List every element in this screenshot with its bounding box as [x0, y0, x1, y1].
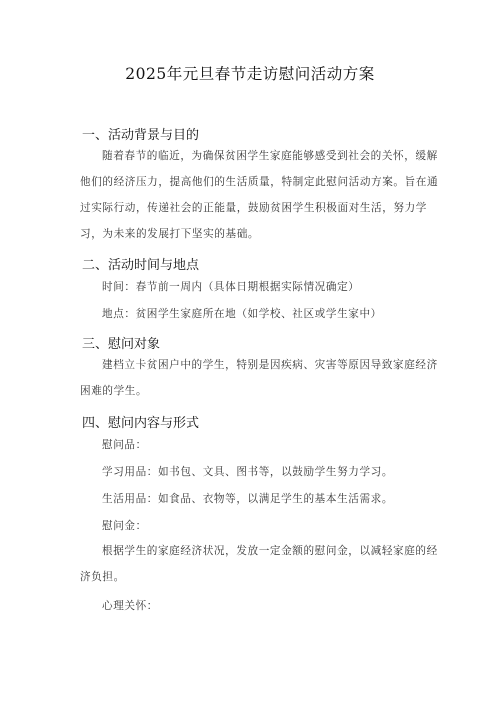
section-body-targets: 建档立卡贫困户中的学生，特别是因疾病、灾害等原因导致家庭经济困难的学生。	[80, 359, 438, 397]
section-heading-time-place: 二、活动时间与地点	[82, 258, 200, 273]
section-heading-content-form: 四、慰问内容与形式	[82, 416, 200, 431]
gifts-label: 慰问品：	[102, 439, 147, 451]
study-items: 学习用品：如书包、文具、图书等，以鼓励学生努力学习。	[102, 466, 394, 478]
activity-time: 时间：春节前一周内（具体日期根据实际情况确定）	[102, 281, 360, 293]
living-items: 生活用品：如食品、衣物等，以满足学生的基本生活需求。	[102, 493, 394, 505]
money-body: 根据学生的家庭经济状况，发放一定金额的慰问金，以减轻家庭的经济负担。	[80, 545, 438, 583]
section-body-background: 随着春节的临近，为确保贫困学生家庭能够感受到社会的关怀，缓解他们的经济压力，提高他们的生活质量，特制定此慰问活动方案。旨在通过实际行动，传递社会的正能量，鼓励贫困学生积极面对生活，努力学习，为未来的发展打下坚实的基础。	[80, 150, 439, 240]
money-label: 慰问金：	[102, 520, 147, 532]
activity-place: 地点：贫困学生家庭所在地（如学校、社区或学生家中）	[102, 308, 382, 320]
section-heading-background: 一、活动背景与目的	[82, 128, 200, 143]
care-label: 心理关怀：	[102, 600, 158, 612]
page-title: 2025年元旦春节走访慰问活动方案	[125, 65, 375, 83]
section-heading-targets: 三、慰问对象	[82, 337, 161, 352]
